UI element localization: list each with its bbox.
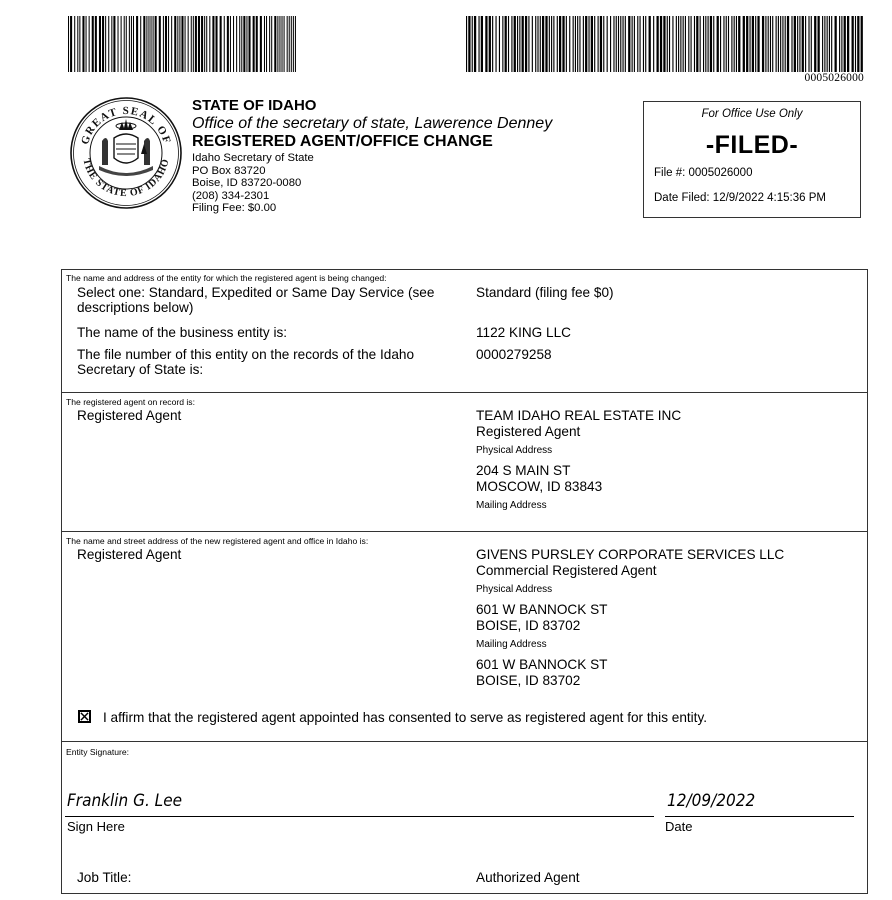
job-title-label: Job Title: — [77, 870, 132, 885]
signature-heading: Entity Signature: — [66, 747, 130, 757]
barcode-bar — [594, 16, 595, 72]
barcode-bar — [545, 16, 547, 72]
seal-bottom-text: THE STATE OF IDAHO — [80, 157, 172, 200]
barcode-bar — [165, 16, 167, 72]
barcode-bar — [151, 16, 152, 72]
barcode-bar — [822, 16, 823, 72]
service-type-label: Select one: Standard, Expedited or Same Day Service (see descriptions below) — [77, 285, 435, 315]
barcode-bar — [637, 16, 638, 72]
barcode-bar — [797, 16, 798, 72]
barcode-bar — [598, 16, 599, 72]
barcode-bar — [243, 16, 245, 72]
new-agent-name: GIVENS PURSLEY CORPORATE SERVICES LLC — [476, 547, 785, 562]
signature-date[interactable]: 12/09/2022 — [667, 791, 756, 811]
barcode-bar — [289, 16, 290, 72]
current-physical-line1: 204 S MAIN ST — [476, 463, 571, 478]
barcode-bar — [663, 16, 665, 72]
affirm-checkbox[interactable] — [78, 710, 91, 723]
barcode-bar — [818, 16, 820, 72]
barcode-bar — [253, 16, 255, 72]
barcode-bar — [102, 16, 104, 72]
barcode-bar — [131, 16, 132, 72]
barcode-bar — [174, 16, 176, 72]
barcode-bar — [209, 16, 210, 72]
barcode-bar — [279, 16, 280, 72]
address-line: Boise, ID 83720-0080 — [192, 177, 302, 190]
barcode-bar — [799, 16, 800, 72]
section-divider — [62, 531, 867, 532]
barcode-bar — [118, 16, 119, 72]
barcode-bar — [746, 16, 748, 72]
barcode-bar — [575, 16, 576, 72]
barcode-bar — [613, 16, 614, 72]
barcode-bar — [236, 16, 237, 72]
barcode-bar — [171, 16, 172, 72]
barcode-bar — [95, 16, 97, 72]
barcode-bar — [140, 16, 141, 72]
barcode-bar — [772, 16, 773, 72]
barcode-bar — [731, 16, 732, 72]
barcode-bar — [672, 16, 673, 72]
barcode-bar — [811, 16, 812, 72]
barcode-bar — [847, 16, 849, 72]
barcode-bar — [108, 16, 109, 72]
signature-line — [65, 816, 654, 817]
current-mailing-label: Mailing Address — [476, 500, 547, 511]
new-mailing-line1: 601 W BANNOCK ST — [476, 657, 608, 672]
barcode-bar — [233, 16, 234, 72]
barcode-bar — [519, 16, 520, 72]
barcode-bar — [776, 16, 777, 72]
barcode-bar — [616, 16, 617, 72]
barcode-bar — [105, 16, 106, 72]
barcode-bar — [824, 16, 825, 72]
barcode-bar — [143, 16, 145, 72]
barcode-bar — [256, 16, 258, 72]
barcode-bar — [549, 16, 550, 72]
barcode-bar — [287, 16, 288, 72]
barcode-bar — [683, 16, 684, 72]
barcode-bar — [780, 16, 781, 72]
barcode-bar — [181, 16, 183, 72]
file-number-value: 0000279258 — [476, 347, 552, 362]
barcode-bar — [472, 16, 473, 72]
barcode-bar — [688, 16, 689, 72]
barcode-bar — [168, 16, 169, 72]
barcode-bar — [738, 16, 740, 72]
barcode-bar — [204, 16, 205, 72]
current-agent-name: TEAM IDAHO REAL ESTATE INC — [476, 408, 682, 423]
barcode-bar — [562, 16, 564, 72]
barcode-bar — [802, 16, 804, 72]
barcode-bar — [569, 16, 570, 72]
current-physical-label: Physical Address — [476, 445, 553, 456]
barcode-bar — [179, 16, 180, 72]
barcode-bar — [696, 16, 698, 72]
barcode-bar — [206, 16, 207, 72]
barcode-bar — [281, 16, 282, 72]
barcode-bar — [198, 16, 200, 72]
barcode-bar — [266, 16, 267, 72]
barcode-bar — [639, 16, 640, 72]
barcode-left-graphic — [68, 16, 298, 72]
barcode-left — [68, 16, 298, 72]
barcode-right — [466, 16, 864, 72]
barcode-bar — [768, 16, 769, 72]
barcode-bar — [499, 16, 500, 72]
barcode-bar — [492, 16, 493, 72]
barcode-bar — [481, 16, 483, 72]
barcode-bar — [653, 16, 654, 72]
barcode-bar — [588, 16, 589, 72]
barcode-bar — [212, 16, 214, 72]
new-physical-line2: BOISE, ID 83702 — [476, 618, 581, 633]
barcode-bar — [551, 16, 552, 72]
barcode-bar — [680, 16, 681, 72]
barcode-bar — [703, 16, 704, 72]
entity-name-value: 1122 KING LLC — [476, 325, 571, 340]
barcode-bar — [284, 16, 285, 72]
service-type-value: Standard (filing fee $0) — [476, 285, 614, 300]
barcode-bar — [230, 16, 231, 72]
new-physical-label: Physical Address — [476, 584, 553, 595]
barcode-bar — [603, 16, 604, 72]
address-line: Idaho Secretary of State — [192, 152, 314, 164]
barcode-bar — [271, 16, 272, 72]
date-line — [665, 816, 854, 817]
barcode-bar — [468, 16, 470, 72]
barcode-bar — [628, 16, 630, 72]
barcode-bar — [155, 16, 157, 72]
barcode-bar — [787, 16, 789, 72]
barcode-bar — [808, 16, 809, 72]
barcode-bar — [676, 16, 677, 72]
new-agent-type: Commercial Registered Agent — [476, 563, 657, 578]
barcode-bar — [691, 16, 692, 72]
barcode-bar — [669, 16, 670, 72]
barcode-bar — [528, 16, 529, 72]
barcode-bar — [68, 16, 69, 72]
current-physical-line2: MOSCOW, ID 83843 — [476, 479, 603, 494]
barcode-bar — [805, 16, 806, 72]
barcode-bar — [163, 16, 164, 72]
new-mailing-line2: BOISE, ID 83702 — [476, 673, 581, 688]
barcode-bar — [705, 16, 706, 72]
barcode-bar — [274, 16, 276, 72]
barcode-bar — [634, 16, 635, 72]
barcode-bar — [710, 16, 712, 72]
barcode-bar — [70, 16, 72, 72]
barcode-bar — [227, 16, 229, 72]
barcode-bar — [220, 16, 222, 72]
barcode-bar — [295, 16, 296, 72]
barcode-bar — [583, 16, 584, 72]
barcode-bar — [291, 16, 292, 72]
filed-status: -FILED- — [705, 131, 799, 159]
checkbox-x-icon — [80, 712, 89, 721]
barcode-bar — [713, 16, 714, 72]
barcode-bar — [92, 16, 94, 72]
barcode-bar — [74, 16, 75, 72]
barcode-bar — [585, 16, 587, 72]
job-title-value: Authorized Agent — [476, 870, 580, 885]
current-agent-type: Registered Agent — [476, 424, 581, 439]
date-filed: Date Filed: 12/9/2022 4:15:36 PM — [654, 192, 826, 204]
barcode-bar — [148, 16, 149, 72]
barcode-bar — [540, 16, 541, 72]
barcode-bar — [620, 16, 621, 72]
barcode-bar — [794, 16, 796, 72]
barcode-bar — [708, 16, 709, 72]
barcode-bar — [743, 16, 745, 72]
barcode-bar — [752, 16, 754, 72]
barcode-bar — [195, 16, 197, 72]
barcode-bar — [537, 16, 538, 72]
section-divider — [62, 741, 867, 742]
barcode-bar — [678, 16, 679, 72]
barcode-bar — [559, 16, 561, 72]
state-name: STATE OF IDAHO — [192, 97, 317, 114]
barcode-bar — [694, 16, 695, 72]
barcode-bar — [835, 16, 837, 72]
barcode-bar — [224, 16, 225, 72]
barcode-bar — [153, 16, 154, 72]
barcode-bar — [553, 16, 554, 72]
new-agent-label: Registered Agent — [77, 547, 182, 562]
barcode-bar — [241, 16, 242, 72]
barcode-bar — [124, 16, 125, 72]
barcode-bar — [728, 16, 729, 72]
sign-here-caption: Sign Here — [67, 819, 125, 834]
seal-top-text: GREAT SEAL OF — [78, 104, 174, 147]
barcode-bar — [136, 16, 138, 72]
barcode-bar — [239, 16, 240, 72]
affirm-text: I affirm that the registered agent appointed has consented to serve as registered agent for this entity. — [103, 710, 708, 725]
barcode-bar — [522, 16, 524, 72]
barcode-bar — [99, 16, 101, 72]
barcode-bar — [770, 16, 771, 72]
barcode-bar — [248, 16, 250, 72]
barcode-bar — [757, 16, 759, 72]
barcode-bar — [855, 16, 856, 72]
file-number: File #: 0005026000 — [654, 167, 753, 179]
barcode-bar — [839, 16, 840, 72]
barcode-bar — [852, 16, 854, 72]
filing-fee: Filing Fee: $0.00 — [192, 202, 277, 215]
office-use-box — [643, 101, 861, 218]
barcode-bar — [82, 16, 84, 72]
date-caption: Date — [665, 819, 693, 834]
barcode-bar — [535, 16, 536, 72]
barcode-number: 0005026000 — [804, 72, 864, 84]
barcode-bar — [129, 16, 130, 72]
barcode-bar — [111, 16, 112, 72]
barcode-bar — [723, 16, 724, 72]
barcode-bar — [201, 16, 203, 72]
barcode-bar — [264, 16, 265, 72]
office-name: Office of the secretary of state, Lawerence Denney — [192, 115, 553, 132]
barcode-bar — [700, 16, 701, 72]
current-agent-heading: The registered agent on record is: — [66, 397, 195, 407]
barcode-bar — [762, 16, 764, 72]
barcode-bar — [717, 16, 719, 72]
section-divider — [62, 392, 867, 393]
barcode-bar — [591, 16, 593, 72]
barcode-bar — [831, 16, 832, 72]
phone-line: (208) 334-2301 — [192, 189, 270, 202]
barcode-bar — [566, 16, 567, 72]
barcode-bar — [505, 16, 507, 72]
barcode-bar — [734, 16, 735, 72]
form-title: REGISTERED AGENT/OFFICE CHANGE — [192, 133, 493, 150]
barcode-bar — [844, 16, 846, 72]
barcode-bar — [146, 16, 147, 72]
barcode-bar — [610, 16, 611, 72]
barcode-bar — [577, 16, 578, 72]
barcode-bar — [660, 16, 662, 72]
state-seal — [69, 96, 183, 210]
barcode-bar — [277, 16, 278, 72]
barcode-bar — [778, 16, 779, 72]
barcode-bar — [579, 16, 580, 72]
barcode-bar — [466, 16, 467, 72]
barcode-bar — [720, 16, 721, 72]
barcode-bar — [755, 16, 756, 72]
barcode-bar — [185, 16, 186, 72]
office-use-caption: For Office Use Only — [701, 108, 803, 120]
barcode-bar — [293, 16, 294, 72]
barcode-bar — [736, 16, 737, 72]
entity-section-heading: The name and address of the entity for which the registered agent is being changed: — [66, 273, 387, 283]
barcode-bar — [489, 16, 491, 72]
barcode-bar — [791, 16, 792, 72]
barcode-bar — [177, 16, 178, 72]
barcode-bar — [260, 16, 262, 72]
barcode-bar — [532, 16, 533, 72]
barcode-bar — [193, 16, 194, 72]
barcode-bar — [667, 16, 668, 72]
barcode-bar — [643, 16, 644, 72]
barcode-bar — [502, 16, 503, 72]
barcode-bar — [246, 16, 247, 72]
barcode-bar — [269, 16, 270, 72]
barcode-bar — [726, 16, 727, 72]
barcode-bar — [618, 16, 619, 72]
barcode-bar — [814, 16, 816, 72]
barcode-bar — [656, 16, 658, 72]
barcode-bar — [525, 16, 527, 72]
barcode-bar — [827, 16, 828, 72]
barcode-bar — [77, 16, 78, 72]
barcode-bar — [782, 16, 783, 72]
barcode-bar — [86, 16, 87, 72]
barcode-bar — [765, 16, 766, 72]
barcode-bar — [474, 16, 476, 72]
barcode-bar — [79, 16, 80, 72]
barcode-bar — [113, 16, 115, 72]
form-body — [61, 269, 868, 894]
address-line: PO Box 83720 — [192, 164, 266, 177]
barcode-bar — [188, 16, 189, 72]
barcode-bar — [645, 16, 646, 72]
barcode-right-graphic — [466, 16, 864, 72]
barcode-bar — [607, 16, 608, 72]
barcode-bar — [841, 16, 842, 72]
new-mailing-label: Mailing Address — [476, 639, 547, 650]
barcode-bar — [159, 16, 161, 72]
document-header — [192, 98, 552, 215]
seal-icon — [69, 96, 183, 210]
barcode-bar — [861, 16, 863, 72]
barcode-bar — [625, 16, 626, 72]
barcode-bar — [600, 16, 602, 72]
barcode-bar — [89, 16, 90, 72]
current-agent-label: Registered Agent — [77, 408, 182, 423]
barcode-bar — [485, 16, 487, 72]
barcode-bar — [511, 16, 512, 72]
barcode-bar — [121, 16, 122, 72]
barcode-bar — [126, 16, 127, 72]
barcode-bar — [542, 16, 544, 72]
file-number-label: The file number of this entity on the records of the Idaho Secretary of State is: — [77, 347, 415, 377]
barcode-bar — [495, 16, 496, 72]
barcode-bar — [785, 16, 786, 72]
barcode-bar — [573, 16, 574, 72]
new-physical-line1: 601 W BANNOCK ST — [476, 602, 608, 617]
signature[interactable]: Franklin G. Lee — [67, 791, 183, 811]
barcode-bar — [514, 16, 516, 72]
barcode-bar — [829, 16, 830, 72]
barcode-bar — [857, 16, 859, 72]
new-agent-heading: The name and street address of the new registered agent and office in Idaho is: — [66, 536, 369, 546]
barcode-bar — [478, 16, 479, 72]
barcode-bar — [191, 16, 192, 72]
barcode-bar — [215, 16, 217, 72]
barcode-bar — [517, 16, 518, 72]
entity-name-label: The name of the business entity is: — [77, 325, 288, 340]
barcode-bar — [508, 16, 509, 72]
barcode-bar — [632, 16, 633, 72]
barcode-bar — [622, 16, 623, 72]
barcode-bar — [649, 16, 651, 72]
barcode-bar — [133, 16, 134, 72]
barcode-bar — [685, 16, 686, 72]
barcode-bar — [557, 16, 558, 72]
barcode-bar — [749, 16, 750, 72]
